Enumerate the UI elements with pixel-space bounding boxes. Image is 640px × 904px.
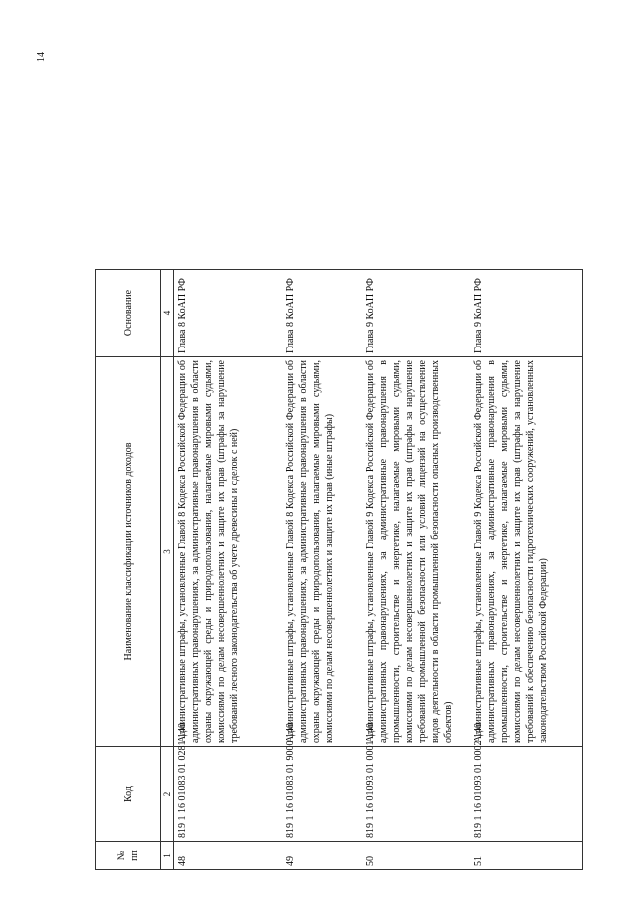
revenue-name: Административные штрафы, установленные Главой 8 Кодекса Российской Федерации об административных правонарушениях, за административные правонарушения в области охраны окружающей среды и природопользования, налагаемые мировыми судьями, комиссиями по делам несовершеннолетних и защите их прав (иные штрафы) — [282, 357, 362, 747]
revenue-classification-table — [95, 269, 583, 870]
row-number: 48 — [174, 842, 283, 870]
header-num: № пп — [96, 842, 161, 870]
revenue-name: Административные штрафы, установленные Главой 8 Кодекса Российской Федерации об административных правонарушениях, за административные правонарушения в области охраны окружающей среды и природопользования, налагаемые мировыми судьями, комиссиями по делам несовершеннолетних и защите их прав (штрафы за нарушение требований лесного законодательства об учете древесины и сделок с ней) — [174, 357, 283, 747]
row-number: 50 — [362, 842, 470, 870]
column-number: 1 — [161, 842, 174, 870]
column-number: 2 — [161, 747, 174, 842]
header-code: Код — [96, 747, 161, 842]
table-row — [282, 270, 362, 870]
table-row — [362, 270, 470, 870]
column-number: 3 — [161, 357, 174, 747]
legal-basis: Глава 8 КоАП РФ — [282, 270, 362, 357]
revenue-code: 819 1 16 01083 01 9000 140 — [282, 747, 362, 842]
legal-basis: Глава 9 КоАП РФ — [362, 270, 470, 357]
revenue-code: 819 1 16 01083 01 0281 140 — [174, 747, 283, 842]
revenue-code: 819 1 16 01093 01 0002 140 — [470, 747, 583, 842]
table-row — [470, 270, 583, 870]
legal-basis: Глава 8 КоАП РФ — [174, 270, 283, 357]
row-number: 49 — [282, 842, 362, 870]
table-row — [174, 270, 283, 870]
column-number: 4 — [161, 270, 174, 357]
legal-basis: Глава 9 КоАП РФ — [470, 270, 583, 357]
revenue-name: Административные штрафы, установленные Главой 9 Кодекса Российской Федерации об административных правонарушениях, за административные правонарушения в промышленности, строительстве и энергетике, налагаемые мировыми судьями, комиссиями по делам несовершеннолетних и защите их прав (штрафы за нарушение требований к обеспечению безопасности гидротехнических сооружений, установленных законодательством Российской Федерации) — [470, 357, 583, 747]
revenue-code: 819 1 16 01093 01 0001 140 — [362, 747, 470, 842]
rotated-page — [95, 270, 640, 870]
header-basis: Основание — [96, 270, 161, 357]
row-number: 51 — [470, 842, 583, 870]
page-number: 14 — [36, 52, 47, 62]
revenue-name: Административные штрафы, установленные Главой 9 Кодекса Российской Федерации об административных правонарушениях, за административные правонарушения в промышленности, строительстве и энергетике, налагаемые мировыми судьями, комиссиями по делам несовершеннолетних и защите их прав (штрафы за нарушение требований промышленной безопасности или условий лицензий на осуществление видов деятельности в области промышленной безопасности опасных производственных объектов) — [362, 357, 470, 747]
header-name: Наименование классификации источников доходов — [96, 357, 161, 747]
